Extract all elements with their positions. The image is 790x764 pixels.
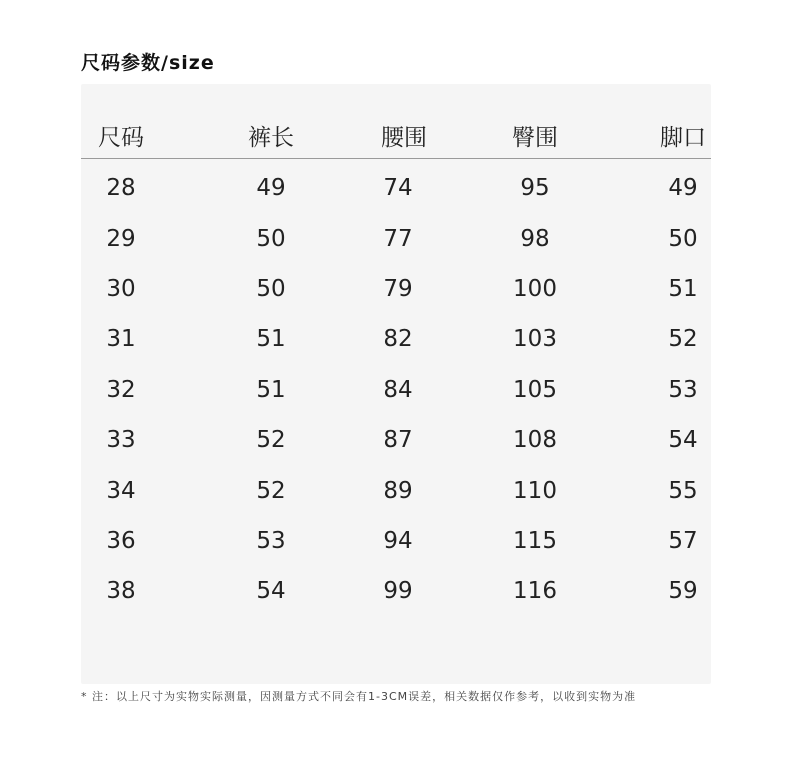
table-header-row (81, 112, 711, 158)
cell-leg-opening: 55 (668, 477, 698, 504)
cell-size: 38 (106, 578, 136, 605)
cell-waist: 94 (383, 527, 413, 554)
cell-waist: 79 (383, 275, 413, 302)
cell-pants-length: 49 (256, 175, 286, 202)
header-leg-opening: 脚口 (660, 124, 706, 151)
cell-size: 30 (106, 275, 136, 302)
cell-pants-length: 53 (256, 527, 286, 554)
cell-size: 29 (106, 225, 136, 252)
cell-hip: 110 (513, 477, 557, 504)
cell-hip: 116 (513, 578, 557, 605)
cell-hip: 103 (513, 326, 557, 353)
cell-leg-opening: 57 (668, 527, 698, 554)
size-table (81, 112, 711, 617)
table-row (81, 314, 711, 364)
table-row (81, 516, 711, 566)
cell-leg-opening: 50 (668, 225, 698, 252)
cell-leg-opening: 51 (668, 275, 698, 302)
table-row (81, 566, 711, 616)
cell-size: 36 (106, 527, 136, 554)
measurement-note: * 注：以上尺寸为实物实际测量，因测量方式不同会有1-3CM误差，相关数据仅作参考，以收到实物为准 (81, 690, 637, 703)
cell-leg-opening: 54 (668, 427, 698, 454)
cell-waist: 77 (383, 225, 413, 252)
table-row (81, 264, 711, 314)
table-row (81, 213, 711, 263)
cell-waist: 99 (383, 578, 413, 605)
cell-hip: 105 (513, 376, 557, 403)
cell-pants-length: 51 (256, 376, 286, 403)
cell-leg-opening: 49 (668, 175, 698, 202)
cell-leg-opening: 52 (668, 326, 698, 353)
cell-size: 31 (106, 326, 136, 353)
cell-waist: 74 (383, 175, 413, 202)
cell-hip: 108 (513, 427, 557, 454)
header-divider (81, 158, 711, 159)
table-body (81, 163, 711, 617)
cell-leg-opening: 59 (668, 578, 698, 605)
cell-size: 34 (106, 477, 136, 504)
cell-waist: 87 (383, 427, 413, 454)
cell-pants-length: 51 (256, 326, 286, 353)
cell-pants-length: 52 (256, 427, 286, 454)
cell-leg-opening: 53 (668, 376, 698, 403)
table-row (81, 415, 711, 465)
header-pants-length: 裤长 (248, 124, 294, 151)
header-waist: 腰围 (381, 124, 427, 151)
table-row (81, 365, 711, 415)
cell-pants-length: 50 (256, 225, 286, 252)
cell-hip: 95 (520, 175, 550, 202)
cell-size: 33 (106, 427, 136, 454)
header-hip: 臀围 (512, 124, 558, 151)
cell-waist: 89 (383, 477, 413, 504)
cell-waist: 84 (383, 376, 413, 403)
cell-hip: 98 (520, 225, 550, 252)
cell-pants-length: 54 (256, 578, 286, 605)
cell-hip: 100 (513, 275, 557, 302)
cell-size: 28 (106, 175, 136, 202)
page-title: 尺码参数/size (81, 52, 215, 74)
cell-pants-length: 50 (256, 275, 286, 302)
cell-pants-length: 52 (256, 477, 286, 504)
cell-hip: 115 (513, 527, 557, 554)
table-row (81, 465, 711, 515)
table-row (81, 163, 711, 213)
cell-size: 32 (106, 376, 136, 403)
header-size: 尺码 (98, 124, 144, 151)
cell-waist: 82 (383, 326, 413, 353)
